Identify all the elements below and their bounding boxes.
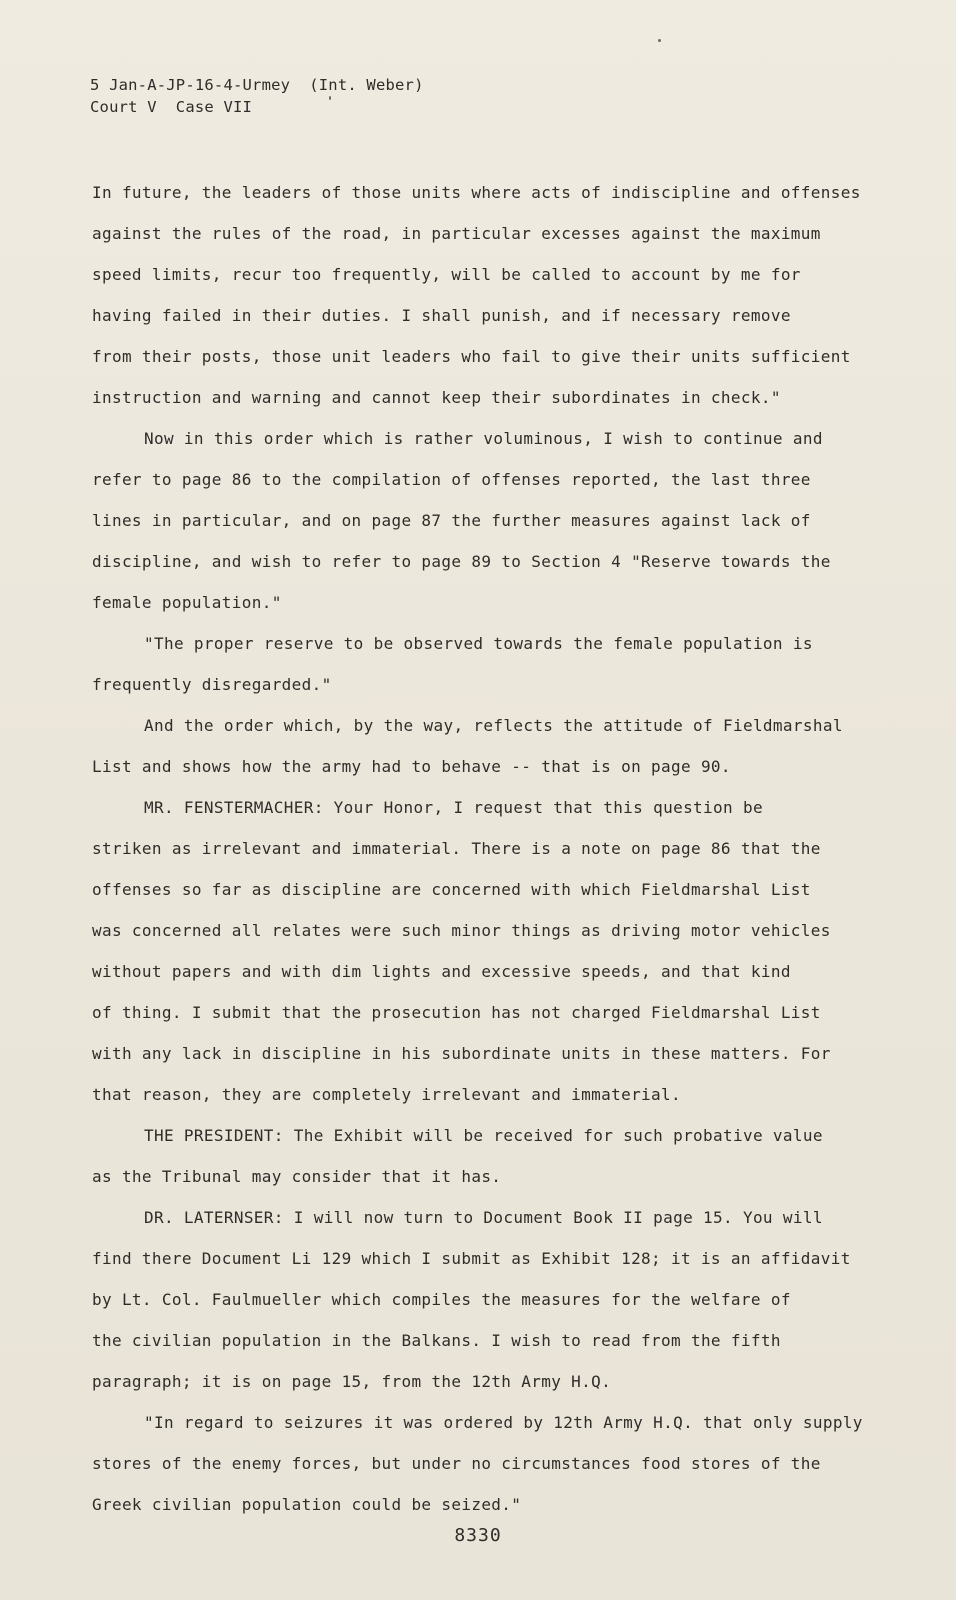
text-line: And the order which, by the way, reflects the attitude of Fieldmarshal [144,716,843,735]
text-line: was concerned all relates were such minor things as driving motor vehicles [92,921,831,940]
text-line: by Lt. Col. Faulmueller which compiles the measures for the welfare of [92,1290,791,1309]
text-line: "In regard to seizures it was ordered by 12th Army H.Q. that only supply [144,1413,863,1432]
text-line: List and shows how the army had to behave -- that is on page 90. [92,757,731,776]
text-line: find there Document Li 129 which I submit as Exhibit 128; it is an affidavit [92,1249,851,1268]
text-line: Now in this order which is rather voluminous, I wish to continue and [144,429,823,448]
text-line: THE PRESIDENT: The Exhibit will be received for such probative value [144,1126,823,1145]
text-line: the civilian population in the Balkans. I wish to read from the fifth [92,1331,781,1350]
transcript-body [92,172,892,1525]
text-line: paragraph; it is on page 15, from the 12th Army H.Q. [92,1372,612,1391]
text-line: striken as irrelevant and immaterial. There is a note on page 86 that the [92,839,821,858]
text-line: refer to page 86 to the compilation of offenses reported, the last three [92,470,811,489]
document-header [90,74,424,118]
header-reference: 5 Jan-A-JP-16-4-Urmey (Int. Weber) [90,76,424,94]
text-line: having failed in their duties. I shall punish, and if necessary remove [92,306,791,325]
text-line: with any lack in discipline in his subordinate units in these matters. For [92,1044,831,1063]
text-line: DR. LATERNSER: I will now turn to Document Book II page 15. You will [144,1208,823,1227]
text-line: speed limits, recur too frequently, will be called to account by me for [92,265,801,284]
text-line: offenses so far as discipline are concerned with which Fieldmarshal List [92,880,811,899]
text-line: as the Tribunal may consider that it has. [92,1167,502,1186]
text-line: lines in particular, and on page 87 the further measures against lack of [92,511,811,530]
text-line: without papers and with dim lights and excessive speeds, and that kind [92,962,791,981]
text-line: female population." [92,593,282,612]
text-line: Greek civilian population could be seized." [92,1495,522,1514]
text-line: instruction and warning and cannot keep their subordinates in check." [92,388,781,407]
text-line: that reason, they are completely irrelevant and immaterial. [92,1085,681,1104]
text-line: frequently disregarded." [92,675,332,694]
text-line: MR. FENSTERMACHER: Your Honor, I request that this question be [144,798,763,817]
text-line: stores of the enemy forces, but under no circumstances food stores of the [92,1454,821,1473]
header-court-case: Court V Case VII [90,98,253,116]
paper-speck [658,39,661,42]
text-line: In future, the leaders of those units where acts of indiscipline and offenses [92,183,861,202]
text-line: of thing. I submit that the prosecution has not charged Fieldmarshal List [92,1003,821,1022]
text-line: "The proper reserve to be observed towards the female population is [144,634,813,653]
text-line: from their posts, those unit leaders who fail to give their units sufficient [92,347,851,366]
text-line: against the rules of the road, in particular excesses against the maximum [92,224,821,243]
text-line: discipline, and wish to refer to page 89 to Section 4 "Reserve towards the [92,552,831,571]
page-number: 8330 [454,1525,502,1546]
